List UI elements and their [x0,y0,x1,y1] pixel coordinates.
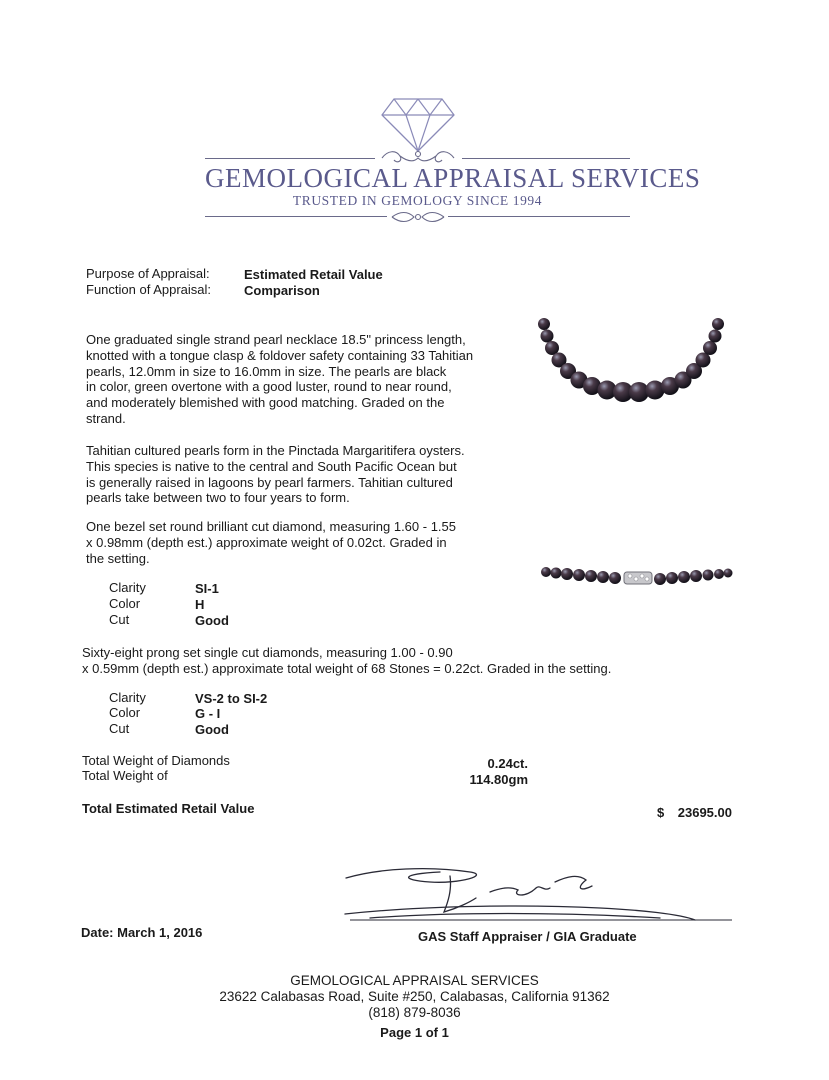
retail-currency: $ [657,805,665,820]
pearl-necklace-photo [530,310,740,410]
description-line: and moderately blemished with good matching. Graded on the [86,395,445,411]
description-line: One graduated single strand pearl necklace 18.5" princess length, [86,332,466,347]
function-value: Comparison [244,283,320,298]
diamond1-line: the setting. [86,550,150,566]
tahitian-info [86,443,506,506]
diamond1-color-value: H [195,597,205,612]
header-rule-top [205,158,375,159]
diamond1-cut-value: Good [195,613,229,628]
diamond1-cut-label: Cut [109,612,130,627]
diamond2-cut-value: Good [195,722,229,737]
company-name: GEMOLOGICAL APPRAISAL SERVICES [205,163,701,193]
header-rule-bottom-right [448,216,630,217]
appraisal-date: Date: March 1, 2016 [81,925,203,940]
diamond2-clarity-label: Clarity [109,690,146,705]
diamond2-line: x 0.59mm (depth est.) approximate total weight of 68 Stones = 0.22ct. Graded in the setting. [82,660,612,676]
info-line: is generally raised in lagoons by pearl farmers. Tahitian cultured [86,474,453,490]
appraiser-signature [340,862,740,928]
diamond2-description [82,645,642,677]
description-line: knotted with a tongue clasp & foldover safety containing 33 Tahitian [86,347,474,363]
description-line: in color, green overtone with a good luster, round to near round, [86,379,452,395]
diamond-logo-icon [378,95,458,155]
flourish-small-icon [388,208,448,226]
header-rule-top-right [462,158,630,159]
pearl-clasp-photo [536,560,736,590]
function-label: Function of Appraisal: [86,282,212,297]
info-line: pearls take between two to four years to form. [86,490,350,506]
diamond1-color-label: Color [109,596,141,611]
diamond1-description [86,519,506,566]
purpose-value: Estimated Retail Value [244,267,383,282]
diamond1-clarity-value: SI-1 [195,581,219,596]
total-retail-label: Total Estimated Retail Value [82,801,255,816]
diamond1-line: x 0.98mm (depth est.) approximate weight of 0.02ct. Graded in [86,534,447,550]
retail-value: 23695.00 [677,805,732,820]
total-weight-label: Total Weight of [82,768,168,783]
footer-company: GEMOLOGICAL APPRAISAL SERVICES [290,973,539,988]
purpose-label: Purpose of Appraisal: [86,266,210,281]
footer-phone: (818) 879-8036 [368,1005,461,1020]
pearl-description [86,332,506,427]
description-line: strand. [86,410,126,426]
diamond2-clarity-value: VS-2 to SI-2 [195,691,268,706]
total-diamonds-label: Total Weight of Diamonds [82,753,230,768]
total-weight-value: 114.80gm [469,772,528,787]
footer-address: 23622 Calabasas Road, Suite #250, Calabasas, California 91362 [219,989,610,1004]
diamond2-cut-label: Cut [109,721,130,736]
company-tagline: TRUSTED IN GEMOLOGY SINCE 1994 [292,193,543,208]
header-rule-bottom [205,216,387,217]
diamond2-color-label: Color [109,705,141,720]
diamond1-clarity-label: Clarity [109,580,146,595]
description-line: pearls, 12.0mm in size to 16.0mm in size. The pearls are black [86,363,447,379]
diamond1-line: One bezel set round brilliant cut diamond, measuring 1.60 - 1.55 [86,519,456,534]
total-diamonds-value: 0.24ct. [487,756,528,771]
appraiser-title: GAS Staff Appraiser / GIA Graduate [418,929,637,944]
diamond2-line: Sixty-eight prong set single cut diamonds, measuring 1.00 - 0.90 [82,645,453,660]
diamond2-color-value: G - I [195,706,221,721]
page-number: Page 1 of 1 [380,1025,449,1040]
info-line: This species is native to the central and South Pacific Ocean but [86,458,457,474]
info-line: Tahitian cultured pearls form in the Pinctada Margaritifera oysters. [86,443,465,458]
